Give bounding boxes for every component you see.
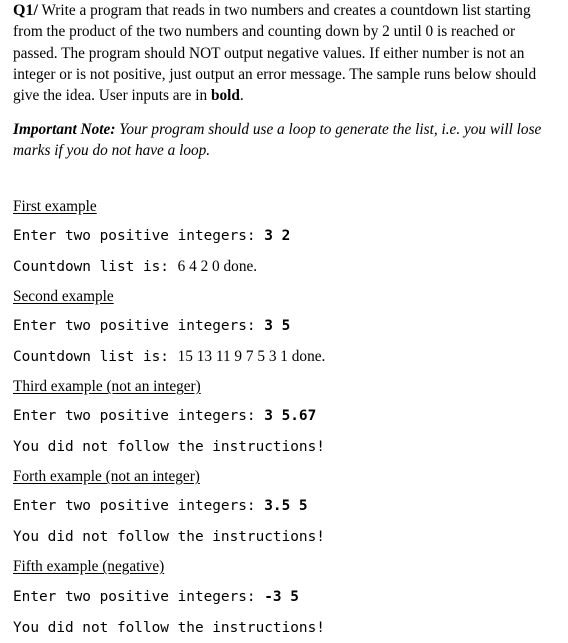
question-text-part-2: . [239, 87, 244, 105]
example-5-prompt-line [13, 588, 299, 606]
example-2-output-prefix: Countdown list is: [13, 349, 178, 365]
example-2-output-line [13, 348, 325, 366]
example-3-output-line [13, 438, 325, 456]
question-label: Q1/ [13, 2, 38, 19]
example-heading-5: Fifth example (negative) [13, 558, 165, 575]
example-4-error-message: You did not follow the instructions! [13, 529, 325, 545]
example-5-output-line [13, 619, 325, 637]
example-1-output-line [13, 258, 257, 276]
example-4-user-input: 3.5 5 [264, 498, 308, 514]
question-paragraph [13, 0, 561, 106]
important-note-paragraph [13, 119, 561, 162]
example-5-error-message: You did not follow the instructions! [13, 620, 325, 636]
example-4-prompt-line [13, 497, 308, 515]
example-3-prompt: Enter two positive integers: [13, 408, 265, 424]
note-text: Your program should use a loop to generate the list, i.e. you will lose marks if you do not have a loop. [13, 121, 542, 160]
example-1-output-values: 6 4 2 0 done. [177, 258, 258, 275]
question-text-part-1: Write a program that reads in two numbers and creates a countdown list starting from the product of the two numbers and counting down by 2 until 0 is reached or passed. The program should NOT output negative values. If either number is not an integer or is not positive, just output an error message. The sample runs below should give the idea. User inputs are in [13, 2, 537, 105]
example-2-prompt-line [13, 317, 290, 335]
example-1-user-input: 3 2 [264, 228, 291, 244]
example-5-prompt: Enter two positive integers: [13, 589, 265, 605]
example-5-user-input: -3 5 [264, 589, 299, 605]
example-3-error-message: You did not follow the instructions! [13, 439, 325, 455]
question-bold-word: bold [210, 87, 240, 105]
example-1-output-prefix: Countdown list is: [13, 259, 178, 275]
example-heading-3: Third example (not an integer) [13, 378, 201, 395]
example-2-output-values: 15 13 11 9 7 5 3 1 done. [177, 348, 326, 365]
example-4-prompt: Enter two positive integers: [13, 498, 265, 514]
example-1-prompt: Enter two positive integers: [13, 228, 265, 244]
note-label: Important Note: [13, 121, 116, 138]
example-heading-1: First example [13, 198, 97, 215]
example-3-prompt-line [13, 407, 316, 425]
example-2-user-input: 3 5 [264, 318, 291, 334]
example-heading-2: Second example [13, 288, 114, 305]
example-4-output-line [13, 528, 325, 546]
example-1-prompt-line [13, 227, 290, 245]
example-2-prompt: Enter two positive integers: [13, 318, 265, 334]
example-heading-4: Forth example (not an integer) [13, 468, 200, 485]
example-3-user-input: 3 5.67 [264, 408, 317, 424]
